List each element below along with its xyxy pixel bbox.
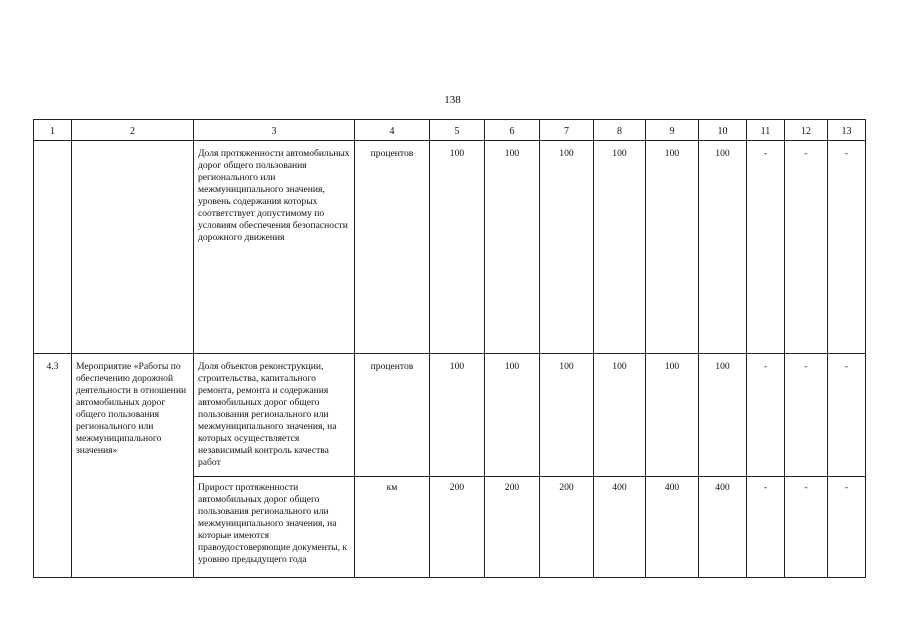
value-cell: - [828,477,866,578]
value-cell: 100 [485,141,540,354]
indicator-table [33,119,866,578]
value-cell: 100 [430,141,485,354]
value-cell: 100 [646,141,699,354]
value-cell: 400 [646,477,699,578]
value-cell: - [785,477,828,578]
row-number-cell: 4.3 [34,354,72,578]
value-cell: 100 [699,141,747,354]
value-cell: - [828,354,866,477]
unit-cell: процентов [355,354,430,477]
header-cell: 3 [194,120,355,141]
event-cell: Мероприятие «Работы по обеспечению дорожной деятельности в отношении автомобильных дорог общего пользования регионального или межмуниципального значения» [72,354,194,578]
value-cell: 100 [646,354,699,477]
unit-cell: процентов [355,141,430,354]
table-row [34,354,866,477]
value-cell: 100 [594,141,646,354]
value-cell: - [785,141,828,354]
header-cell: 11 [747,120,785,141]
indicator-cell: Доля протяженности автомобильных дорог общего пользования регионального или межмуниципального значения, уровень содержания которых соответствует допустимому по условиям обеспечения безопасности дорожного движения [194,141,355,354]
value-cell: 100 [594,354,646,477]
table-row [34,141,866,354]
value-cell: 200 [485,477,540,578]
header-cell: 8 [594,120,646,141]
value-cell: 100 [485,354,540,477]
header-cell: 7 [540,120,594,141]
header-cell: 10 [699,120,747,141]
indicator-cell: Прирост протяженности автомобильных дорог общего пользования регионального или межмуниципального значения, на которые имеются правоудостоверяющие документы, к уровню предыдущего года [194,477,355,578]
value-cell: - [747,477,785,578]
header-cell: 5 [430,120,485,141]
value-cell: 100 [540,354,594,477]
value-cell: 100 [699,354,747,477]
value-cell: - [785,354,828,477]
header-cell: 4 [355,120,430,141]
unit-cell: км [355,477,430,578]
value-cell: 100 [430,354,485,477]
header-cell: 9 [646,120,699,141]
event-cell [72,141,194,354]
value-cell: 100 [540,141,594,354]
value-cell: 200 [430,477,485,578]
indicator-cell: Доля объектов реконструкции, строительства, капитального ремонта, ремонта и содержания автомобильных дорог общего пользования регионального или межмуниципального значения, на которых осуществляется независимый контроль качества работ [194,354,355,477]
page-number: 138 [444,94,461,106]
header-cell: 2 [72,120,194,141]
value-cell: - [747,354,785,477]
value-cell: 400 [699,477,747,578]
row-number-cell [34,141,72,354]
header-cell: 6 [485,120,540,141]
header-cell: 1 [34,120,72,141]
value-cell: 400 [594,477,646,578]
value-cell: 200 [540,477,594,578]
value-cell: - [747,141,785,354]
header-cell: 12 [785,120,828,141]
table-header-row [34,120,866,141]
value-cell: - [828,141,866,354]
header-cell: 13 [828,120,866,141]
